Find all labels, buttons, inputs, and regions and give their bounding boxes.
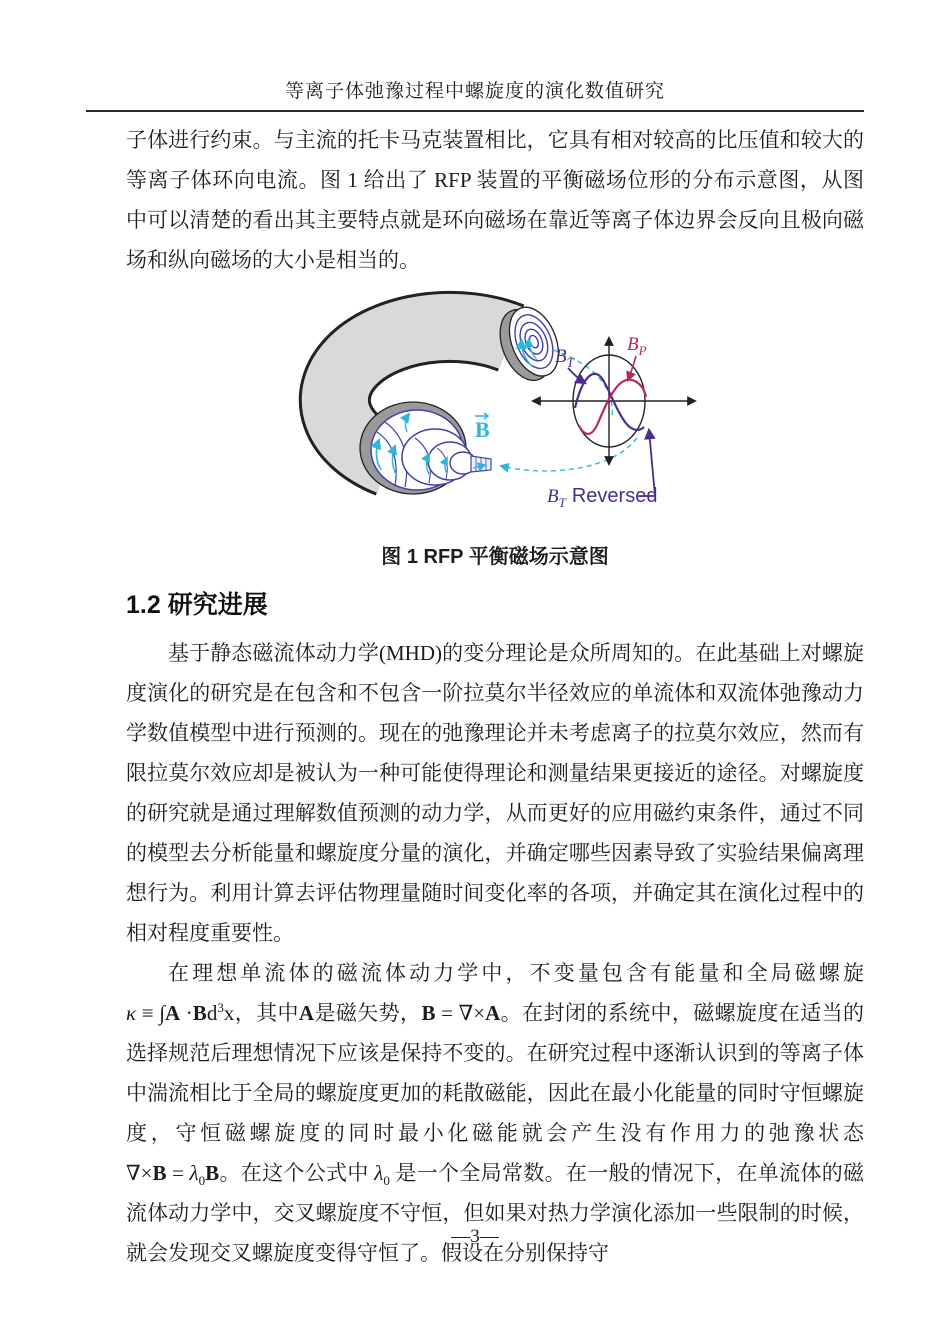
rfp-torus-diagram — [285, 290, 715, 532]
page-content — [126, 120, 864, 1273]
page-header — [0, 76, 950, 112]
bp-curve — [579, 380, 646, 434]
b-field-label — [475, 413, 490, 442]
b-field-label-text: B — [475, 417, 490, 442]
bt-reversed-label: $B_T$ Reversed — [547, 485, 658, 510]
paragraph-2: 基于静态磁流体动力学(MHD)的变分理论是众所周知的。在此基础上对螺旋度演化的研究是在包含和不包含一阶拉莫尔半径效应的单流体和双流体弛豫动力学数值模型中进行预测的。现在的弛豫理论并未考虑离子的拉莫尔效应，然而有限拉莫尔效应却是被认为一种可能使得理论和测量结果更接近的途径。对螺旋度的研究就是通过理解数值预测的动力学，从而更好的应用磁约束条件，通过不同的模型去分析能量和螺旋度分量的演化，并确定哪些因素导致了实验结果偏离理想行为。利用计算去评估物理量随时间变化率的各项，并确定其在演化过程中的相对程度重要性。 — [126, 641, 864, 945]
figure-rfp-field — [285, 290, 715, 532]
torus-peeled-core-icon — [360, 402, 491, 494]
header-divider — [86, 110, 864, 112]
bp-label: $B_P$ — [627, 334, 647, 358]
paragraph-1: 子体进行约束。与主流的托卡马克装置相比，它具有相对较高的比压值和较大的等离子体环向电流。图 1 给出了 RFP 装置的平衡磁场位形的分布示意图，从图中可以清楚的看出其主要特点就是环向磁场在靠近等离子体边界会反向且极向磁场和纵向磁场的大小是相当的。 — [126, 128, 864, 272]
lambda0-symbol: $\lambda_0$ — [374, 1161, 390, 1189]
running-title: 等离子体弛豫过程中螺旋度的演化数值研究 — [284, 81, 665, 102]
paragraph-3: 在理想单流体的磁流体动力学中，不变量包含有能量和全局磁螺旋 $\kappa \equiv \int A \cdot Bd^3x$，其中A是磁矢势，B = ∇×A。在封闭的系统中，磁螺旋度在适当的选择规范后理想情况下应该是保持不变的。在研究过程中逐渐认识到的等离子体中湍流相比于全局的螺旋度更加的耗散磁能，因此在最小化能量的同时守恒螺旋度，守恒磁螺旋度的同时最小化磁能就会产生没有作用力的弛豫状态 $\nabla\times B = \lambda_0B$。在这个公式中 $\lambda_0$ 是一个全局常数。在一般的情况下，在单流体的磁流体动力学中，交叉螺旋度不守恒，但如果对热力学演化添加一些限制的时候，就会发现交叉螺旋度变得守恒了。假设在分别保持守 — [126, 961, 865, 1265]
force-free-formula: $\nabla\times B = \lambda_0B$ — [126, 1161, 220, 1189]
bt-label: $B_T$ — [555, 346, 574, 370]
section-heading-1-2: 1.2 研究进展 — [126, 591, 268, 619]
figure-caption: 图 1 RFP 平衡磁场示意图 — [381, 546, 609, 568]
field-profile-graph — [533, 334, 695, 510]
page-number: —3— — [451, 1226, 499, 1247]
helicity-formula: $\kappa \equiv \int A \cdot Bd^3x$ — [126, 1000, 235, 1025]
curl-formula: B = ∇×A — [421, 1001, 501, 1025]
